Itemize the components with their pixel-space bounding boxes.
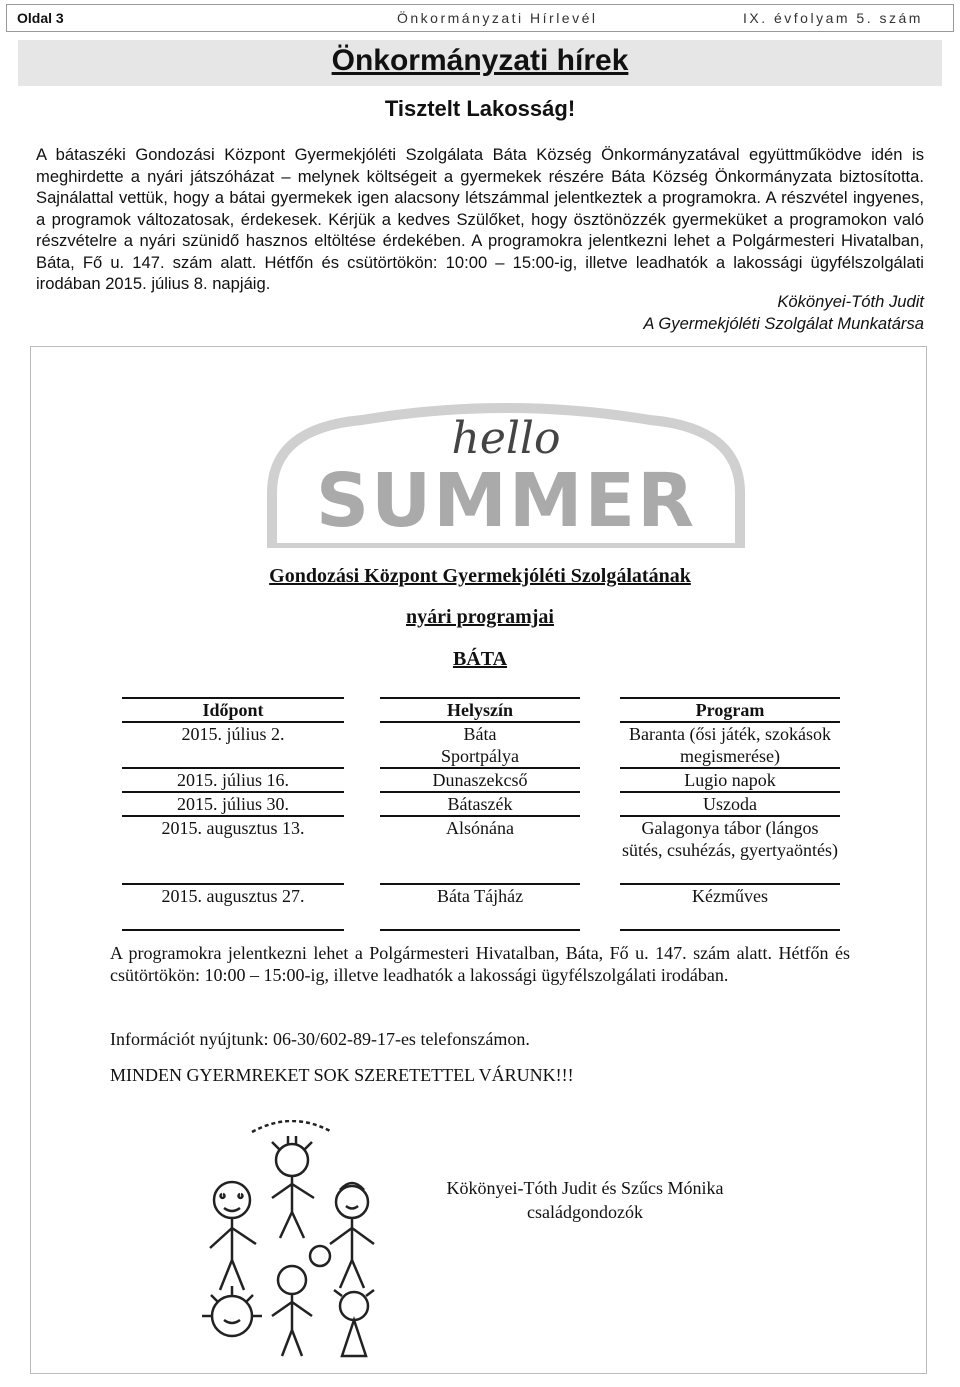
flyer-signature-role: családgondozók bbox=[527, 1202, 643, 1222]
cell-place: Dunaszekcső bbox=[380, 768, 580, 792]
banner-hello-text: hello bbox=[451, 413, 561, 464]
cell-program: Baranta (ősi játék, szokások megismerése) bbox=[620, 722, 840, 768]
table-row bbox=[122, 792, 840, 816]
flyer-signup-info: A programokra jelentkezni lehet a Polgármesteri Hivatalban, Báta, Fő u. 147. szám alatt. Hétfőn és csütörtökön: 10:00 – 15:00-ig, illetve leadhatók a lakossági ügyfélszolgálati irodában. bbox=[110, 943, 850, 985]
program-table bbox=[122, 697, 840, 931]
cell-program: Galagonya tábor (lángos sütés, csuhézás, gyertyaöntés) bbox=[620, 816, 840, 884]
article-body: A bátaszéki Gondozási Központ Gyermekjóléti Szolgálata Báta Község Önkormányzatával együttműködve idén is meghirdette a nyári játszóházat – melynek költségeit a gyermekek részére Báta Község Önkormányzata biztosította. Sajnálattal vettük, hogy a bátai gyermekek igen alacsony létszámmal jelentkeztek a programokra. A részvétel ingyenes, a programok változatosak, érdekesek. Kérjük a kedves Szülőket, hogy ösztönözzék gyermeküket a programokon való részvételre a nyári szünidő hasznos eltöltése érdekében. A programokra jelentkezni lehet a Polgármesteri Hivatalban, Báta, Fő u. 147. szám alatt. Hétfőn és csütörtökön: 10:00 – 15:00-ig, illetve leadhatók a lakossági ügyfélszolgálati irodában 2015. július 8. napjáig. bbox=[36, 145, 924, 293]
article-author: Kökönyei-Tóth Judit bbox=[777, 292, 924, 311]
flyer-signature-names: Kökönyei-Tóth Judit és Szűcs Mónika bbox=[446, 1178, 724, 1198]
cell-date: 2015. augusztus 27. bbox=[122, 884, 344, 930]
cell-date: 2015. augusztus 13. bbox=[122, 816, 344, 884]
greeting-heading: Tisztelt Lakosság! bbox=[384, 96, 576, 121]
cell-place: Báta Sportpálya bbox=[380, 722, 580, 768]
volume-info: IX. évfolyam 5. szám bbox=[743, 10, 923, 26]
section-title: Önkormányzati hírek bbox=[331, 44, 629, 77]
flyer-subtitle: nyári programjai bbox=[406, 606, 554, 628]
banner-summer-text: SUMMER bbox=[315, 458, 697, 544]
table-row bbox=[122, 816, 840, 884]
children-illustration bbox=[192, 1120, 392, 1360]
publication-name: Önkormányzati Hírlevél bbox=[397, 10, 598, 26]
cell-program: Uszoda bbox=[620, 792, 840, 816]
flyer-title: Gondozási Központ Gyermekjóléti Szolgálatának bbox=[269, 565, 691, 587]
flyer-phone-info: Információt nyújtunk: 06-30/602-89-17-es telefonszámon. bbox=[110, 1029, 530, 1049]
cell-place: Báta Tájház bbox=[380, 884, 580, 930]
cell-program: Lugio napok bbox=[620, 768, 840, 792]
table-row bbox=[122, 768, 840, 792]
hello-summer-banner bbox=[262, 398, 750, 548]
cell-place: Bátaszék bbox=[380, 792, 580, 816]
cell-program: Kézműves bbox=[620, 884, 840, 930]
flyer-welcome: MINDEN GYERMREKET SOK SZERETETTEL VÁRUNK!!! bbox=[110, 1065, 574, 1085]
cell-date: 2015. július 30. bbox=[122, 792, 344, 816]
flyer-location: BÁTA bbox=[452, 648, 508, 670]
header-program: Program bbox=[620, 698, 840, 722]
article-author-title: A Gyermekjóléti Szolgálat Munkatársa bbox=[643, 314, 924, 333]
page-number: Oldal 3 bbox=[17, 10, 64, 26]
page-header bbox=[6, 4, 954, 32]
table-row bbox=[122, 722, 840, 768]
cell-place: Alsónána bbox=[380, 816, 580, 884]
table-header-row bbox=[122, 698, 840, 722]
header-date: Időpont bbox=[122, 698, 344, 722]
cell-date: 2015. július 2. bbox=[122, 722, 344, 768]
table-row bbox=[122, 884, 840, 930]
header-place: Helyszín bbox=[380, 698, 580, 722]
cell-date: 2015. július 16. bbox=[122, 768, 344, 792]
